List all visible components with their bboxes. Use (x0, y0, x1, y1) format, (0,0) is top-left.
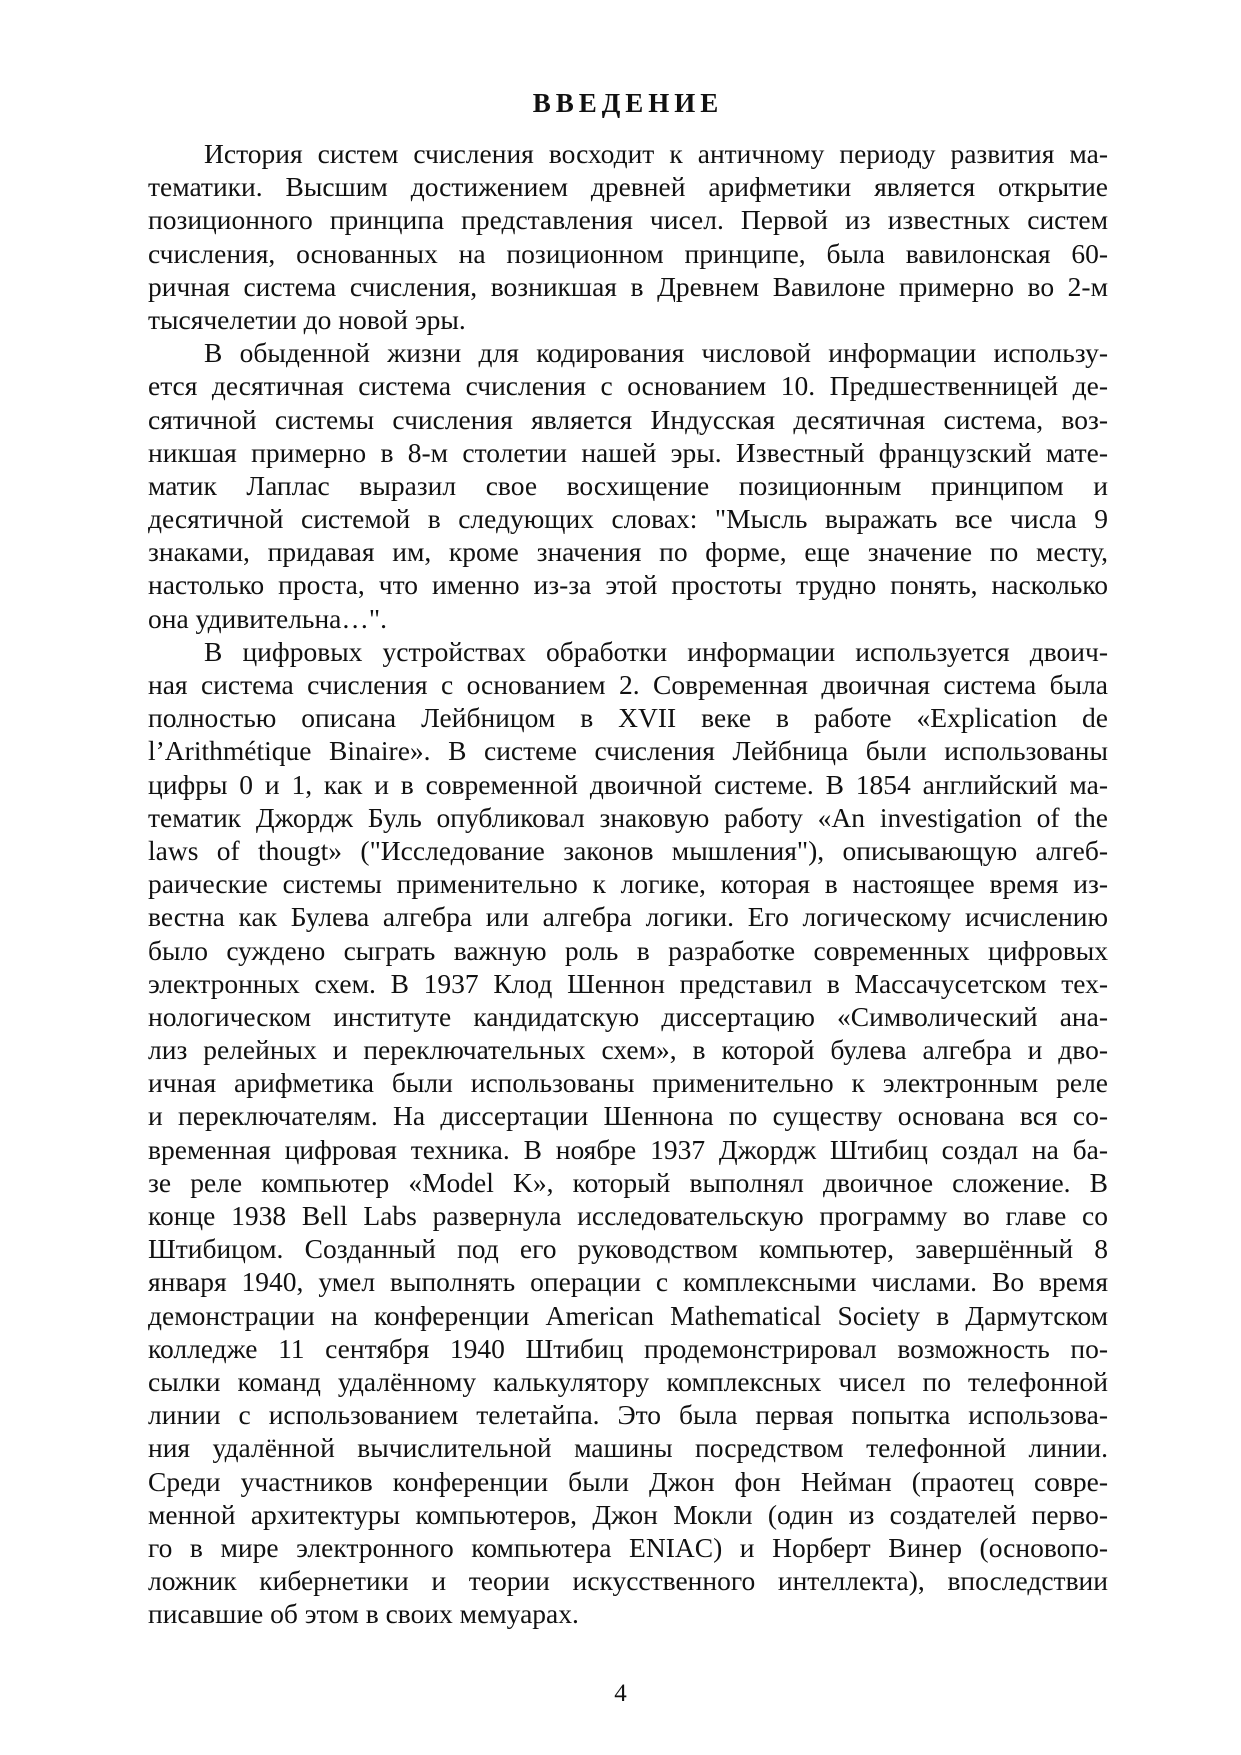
text-line: раические системы применительно к логике, которая в настоящее время из- (148, 868, 1108, 900)
text-line: настолько проста, что именно из-за этой простоты трудно понять, насколько (148, 569, 1108, 601)
text-line: электронных схем. В 1937 Клод Шеннон представил в Массачусетском тех- (148, 967, 1108, 999)
text-line: l’Arithmétique Binaire». В системе счисления Лейбница были использованы (148, 735, 1108, 767)
text-line: никшая примерно в 8-м столетии нашей эры. Известный французский мате- (148, 436, 1108, 468)
text-line: временная цифровая техника. В ноябре 1937 Джордж Штибиц создал на ба- (148, 1133, 1108, 1165)
text-line: Штибицом. Созданный под его руководством компьютер, завершённый 8 (148, 1233, 1108, 1265)
text-line: сятичной системы счисления является Индусская десятичная система, воз- (148, 403, 1108, 435)
text-line: десятичной системой в следующих словах: "Мысль выражать все числа 9 (148, 503, 1108, 535)
text-line: ложник кибернетики и теории искусственного интеллекта), впоследствии (148, 1565, 1108, 1597)
body-text (148, 137, 1108, 1630)
text-line: ичная арифметика были использованы применительно к электронным реле (148, 1067, 1108, 1099)
text-line: конце 1938 Bell Labs развернула исследовательскую программу во главе со (148, 1200, 1108, 1231)
text-line: нологическом институте кандидатскую диссертацию «Символический ана- (148, 1000, 1108, 1032)
text-line: знаками, придавая им, кроме значения по форме, еще значение по месту, (148, 536, 1108, 568)
text-line: она удивительна…". (148, 602, 387, 634)
page-number: 4 (614, 1680, 627, 1707)
text-line: тематики. Высшим достижением древней арифметики является открытие (148, 171, 1108, 203)
text-line: ния удалённой вычислительной машины посредством телефонной линии. (148, 1432, 1108, 1464)
text-line: цифры 0 и 1, как и в современной двоичной системе. В 1854 английский ма- (148, 768, 1108, 800)
text-line: зе реле компьютер «Model K», который выполнял двоичное сложение. В (148, 1166, 1108, 1198)
text-line: тематик Джордж Буль опубликовал знаковую работу «An investigation of the (148, 801, 1108, 833)
text-line: демонстрации на конференции American Mathematical Society в Дармутском (148, 1299, 1108, 1331)
text-line: матик Лаплас выразил свое восхищение позиционным принципом и (148, 469, 1108, 501)
text-line: января 1940, умел выполнять операции с комплексными числами. Во время (148, 1266, 1108, 1298)
text-line: менной архитектуры компьютеров, Джон Мокли (один из создателей перво- (148, 1498, 1108, 1530)
document-page (148, 78, 1108, 1630)
text-line: История систем счисления восходит к античному периоду развития ма- (204, 138, 1108, 169)
text-line: писавшие об этом в своих мемуарах. (148, 1598, 579, 1630)
text-line: ется десятичная система счисления с основанием 10. Предшественницей де- (148, 370, 1108, 402)
text-line: вестна как Булева алгебра или алгебра логики. Его логическому исчислению (148, 901, 1108, 933)
text-line: го в мире электронного компьютера ENIAC) и Норберт Винер (основопо- (148, 1531, 1108, 1563)
text-line: и переключателям. На диссертации Шеннона по существу основана вся со- (148, 1100, 1108, 1132)
text-line: полностью описана Лейбницом в XVII веке в работе «Explication de (148, 702, 1108, 734)
text-line: позиционного принципа представления чисел. Первой из известных систем (148, 204, 1108, 236)
text-line: линии с использованием телетайпа. Это была первая попытка использова- (148, 1399, 1108, 1431)
text-line: лиз релейных и переключательных схем», в которой булева алгебра и дво- (148, 1034, 1108, 1066)
paragraph (148, 137, 1108, 336)
text-line: В обыденной жизни для кодирования числовой информации использу- (204, 337, 1108, 369)
text-line: тысячелетии до новой эры. (148, 303, 466, 335)
text-line: ная система счисления с основанием 2. Современная двоичная система была (148, 669, 1108, 700)
text-line: колледже 11 сентября 1940 Штибиц продемонстрировал возможность по- (148, 1332, 1108, 1364)
text-line: было суждено сыграть важную роль в разработке современных цифровых (148, 934, 1108, 966)
page-title: ВВЕДЕНИЕ (532, 88, 724, 118)
text-line: сылки команд удалённому калькулятору комплексных чисел по телефонной (148, 1365, 1108, 1397)
paragraph (148, 336, 1108, 635)
paragraph (148, 635, 1108, 1631)
text-line: ричная система счисления, возникшая в Древнем Вавилоне примерно во 2-м (148, 270, 1108, 302)
text-line: laws of thougt» ("Исследование законов мышления"), описывающую алгеб- (148, 834, 1108, 866)
text-line: счисления, основанных на позиционном принципе, была вавилонская 60- (148, 237, 1108, 269)
text-line: Среди участников конференции были Джон фон Нейман (праотец совре- (148, 1465, 1108, 1497)
text-line: В цифровых устройствах обработки информации используется двоич- (204, 635, 1108, 667)
